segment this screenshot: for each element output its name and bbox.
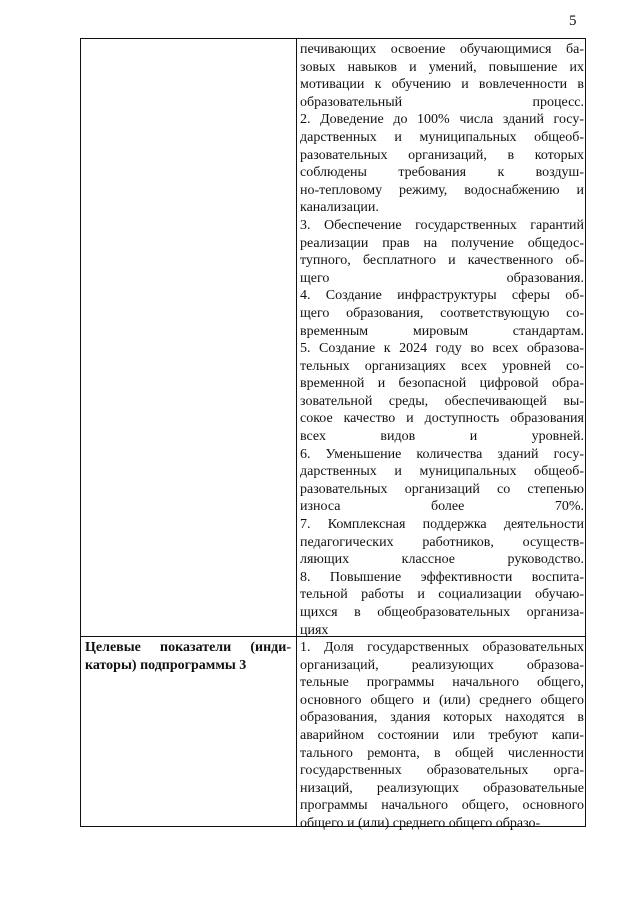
text-line: тального ремонта, в общей численности bbox=[300, 745, 584, 761]
text-line: канализации. bbox=[300, 200, 379, 216]
text-line: аварийном состоянии или требуют капи- bbox=[300, 727, 584, 743]
text-line: 7. Комплексная поддержка деятельности bbox=[300, 517, 584, 533]
text-line: образовательный процесс. bbox=[300, 94, 584, 110]
text-line: временным мировым стандартам. bbox=[300, 323, 584, 339]
text-line: 5. Создание к 2024 году во всех образова- bbox=[300, 341, 584, 357]
text-line: щего образования, соответствующую со- bbox=[300, 305, 584, 321]
text-line: печивающих освоение обучающимися ба- bbox=[300, 42, 584, 57]
page-number: 5 bbox=[569, 13, 577, 29]
text-line: зовательной среды, обеспечивающей вы- bbox=[300, 393, 584, 409]
text-line: государственных образовательных орга- bbox=[300, 763, 584, 779]
text-line: педагогических работников, осуществ- bbox=[300, 534, 584, 550]
text-line: организаций, реализующих образова- bbox=[300, 657, 584, 673]
text-line: 2. Доведение до 100% числа зданий госу- bbox=[300, 112, 584, 128]
tasks-cell-text bbox=[300, 41, 584, 639]
text-line: тельной работы и социализации обучаю- bbox=[300, 587, 584, 603]
text-line: тельных организациях всех уровней со- bbox=[300, 358, 584, 374]
text-line: разовательных организаций со степенью bbox=[300, 481, 584, 497]
text-line: тупного, бесплатного и качественного об- bbox=[300, 253, 584, 269]
text-line: образования, здания которых находятся в bbox=[300, 710, 584, 726]
text-line: основного общего и (или) среднего общего bbox=[300, 692, 584, 708]
text-line: износа более 70%. bbox=[300, 499, 584, 515]
text-line: дарственных и муниципальных общеоб- bbox=[300, 129, 584, 145]
column-divider bbox=[296, 39, 297, 826]
target-indicators-heading bbox=[85, 639, 291, 674]
text-line: дарственных и муниципальных общеоб- bbox=[300, 464, 584, 480]
text-line: общего и (или) среднего общего образо- bbox=[300, 815, 541, 831]
text-line: 8. Повышение эффективности воспита- bbox=[300, 569, 584, 585]
text-line: 6. Уменьшение количества зданий госу- bbox=[300, 446, 584, 462]
text-line: циях bbox=[300, 622, 329, 638]
text-line: щихся в общеобразовательных организа- bbox=[300, 605, 584, 620]
text-line: щего образования. bbox=[300, 270, 584, 286]
text-line: 1. Доля государственных образовательных bbox=[300, 640, 584, 655]
heading-line: Целевые показатели (инди- bbox=[85, 640, 291, 655]
text-line: реализации прав на получение общедос- bbox=[300, 235, 584, 251]
text-line: временной и безопасной цифровой обра- bbox=[300, 376, 584, 392]
heading-line: каторы) подпрограммы 3 bbox=[85, 657, 247, 673]
text-line: разовательных организаций, в которых bbox=[300, 147, 584, 163]
program-table bbox=[80, 38, 586, 831]
text-line: всех видов и уровней. bbox=[300, 429, 584, 445]
text-line: сокое качество и доступность образования bbox=[300, 411, 584, 427]
text-line: зовых навыков и умений, повышение их bbox=[300, 59, 584, 75]
text-line: мотивации к обучению и вовлеченности в bbox=[300, 77, 584, 93]
text-line: 4. Создание инфраструктуры сферы об- bbox=[300, 288, 584, 304]
text-line: тельные программы начального общего, bbox=[300, 675, 584, 691]
text-line: но-тепловому режиму, водоснабжению и bbox=[300, 182, 584, 198]
text-line: 3. Обеспечение государственных гарантий bbox=[300, 217, 584, 233]
text-line: низаций, реализующих образовательные bbox=[300, 780, 584, 796]
text-line: ляющих классное руководство. bbox=[300, 552, 584, 568]
target-indicators-cell-text bbox=[300, 639, 584, 833]
text-line: соблюдены требования к воздуш- bbox=[300, 165, 584, 181]
text-line: программы начального общего, основного bbox=[300, 798, 584, 814]
